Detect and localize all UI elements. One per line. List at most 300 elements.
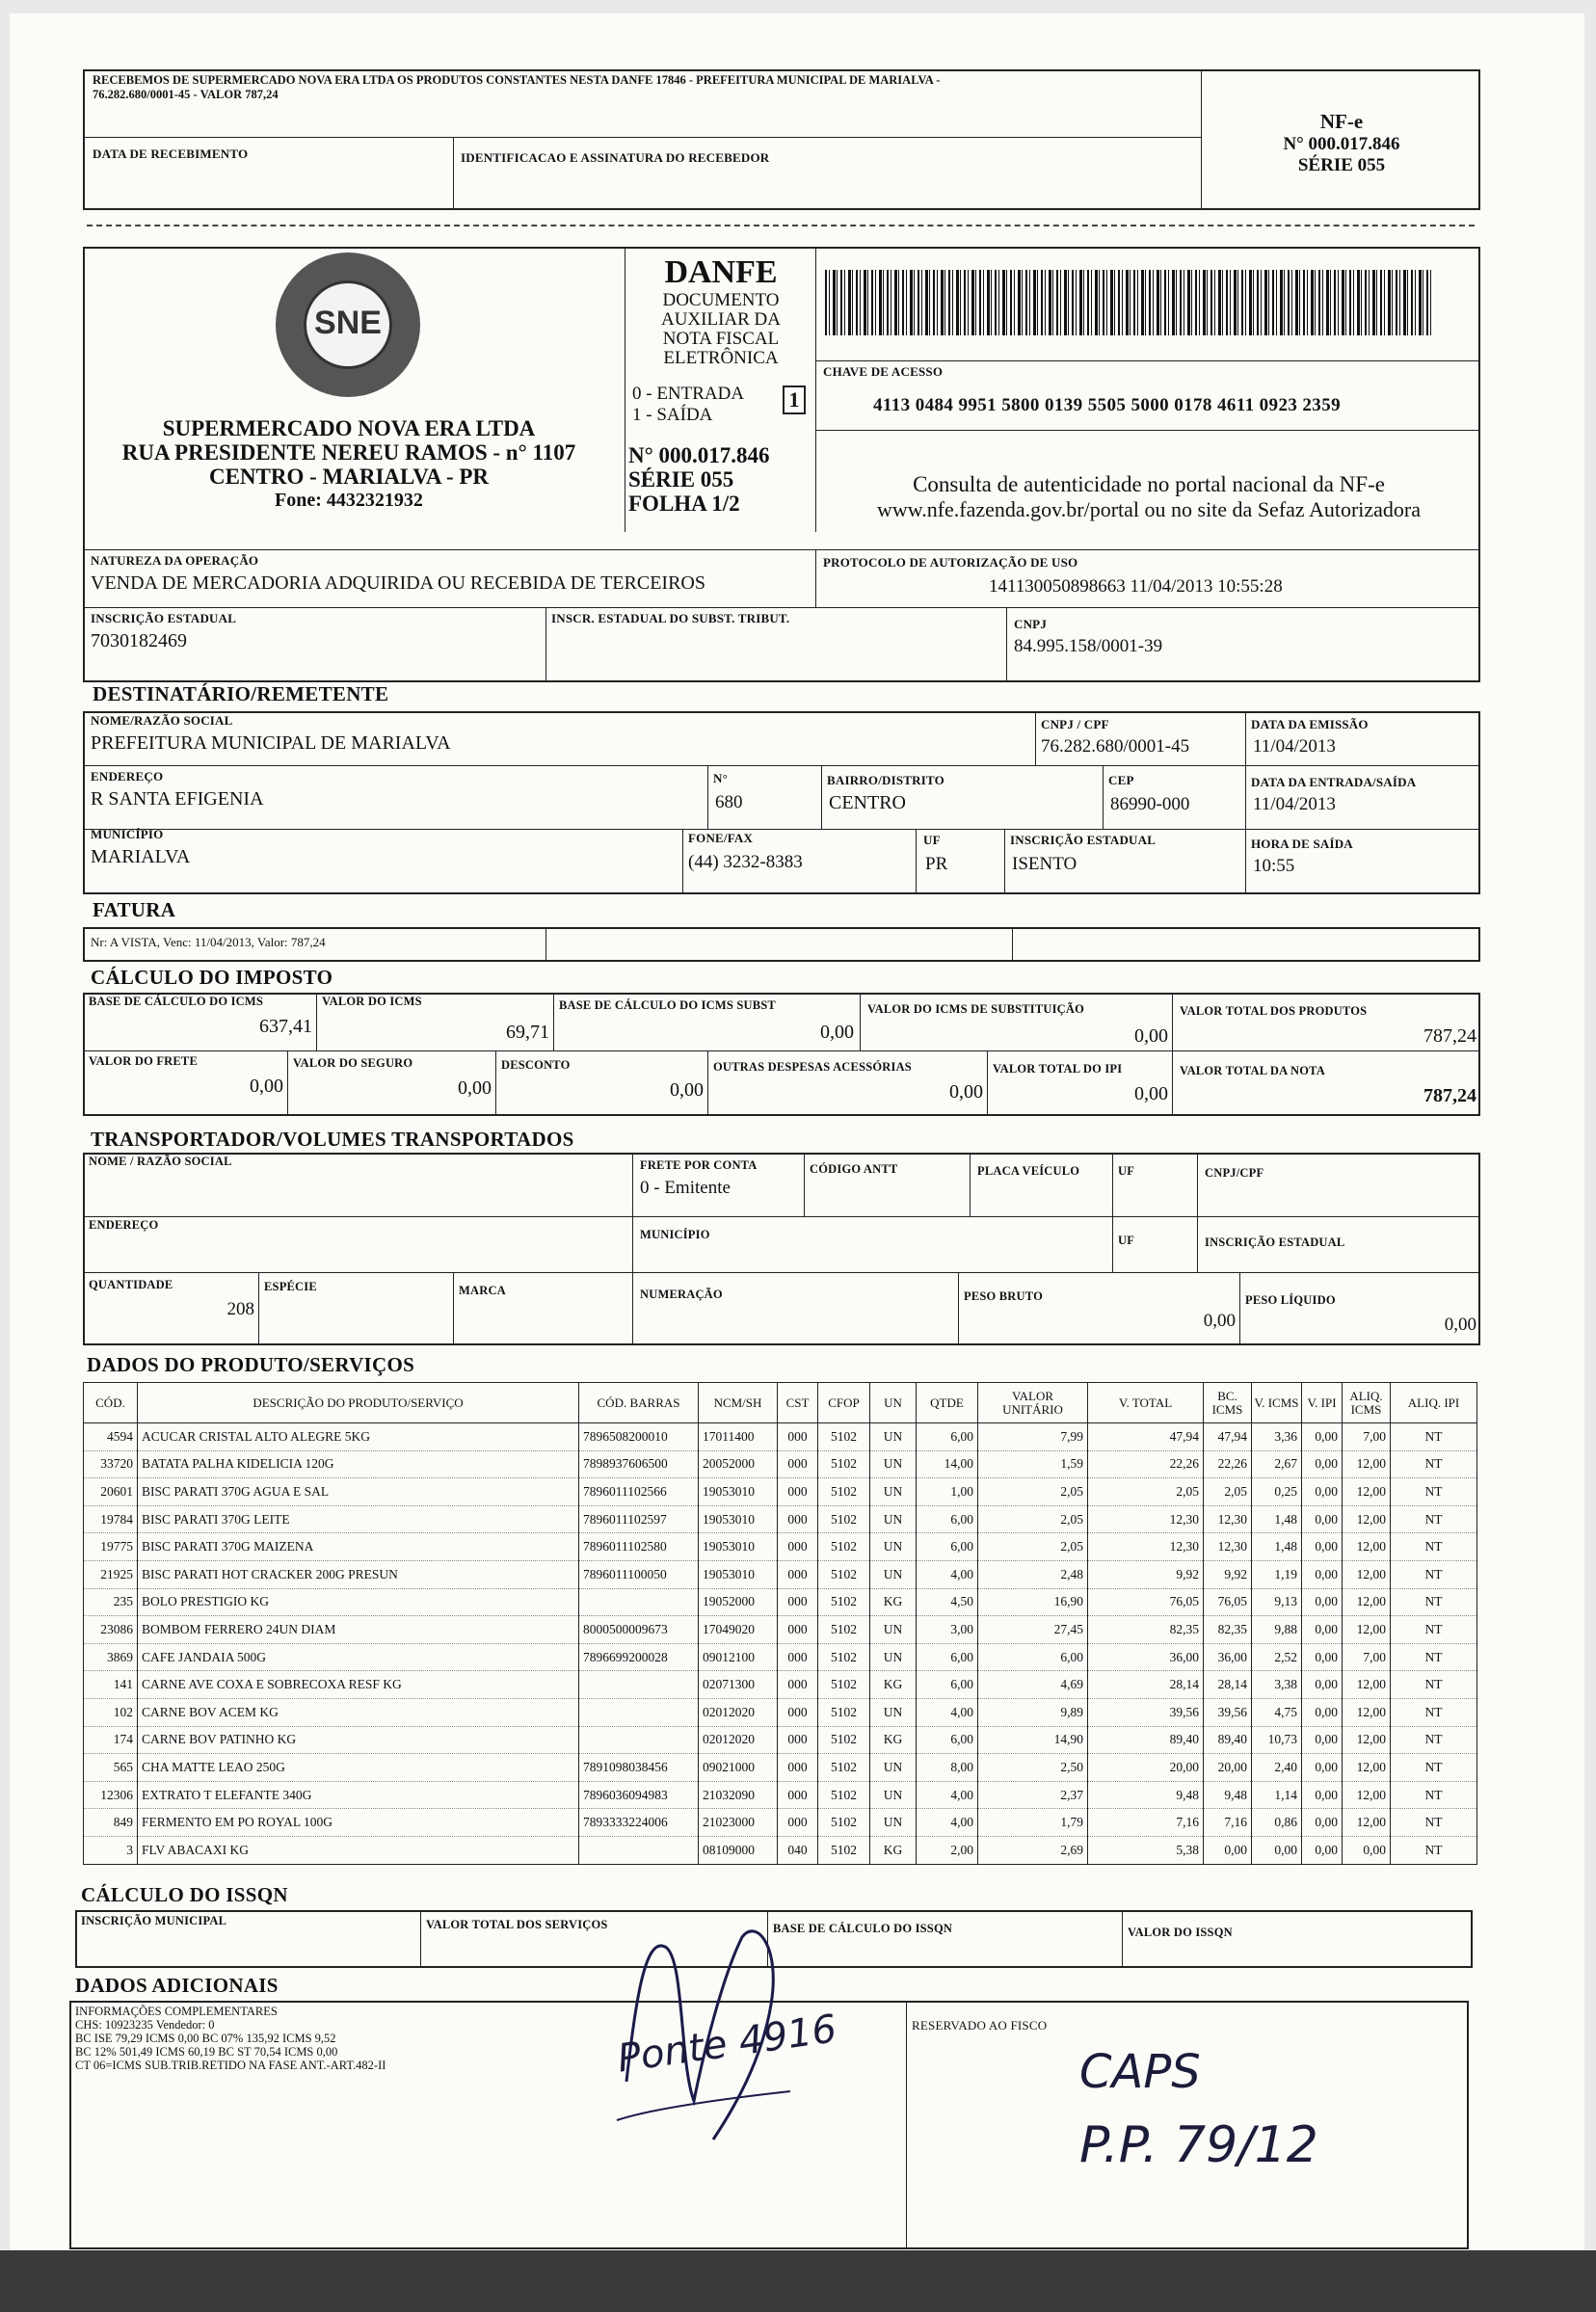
issqn-bc-label: BASE DE CÁLCULO DO ISSQN (773, 1922, 953, 1935)
cell-barcode: 7896011102566 (579, 1478, 699, 1506)
emitter-city: CENTRO - MARIALVA - PR (208, 465, 490, 489)
cell-barcode (579, 1836, 699, 1864)
ipi-value: 0,00 (1134, 1083, 1168, 1104)
danfe-title-block (626, 254, 815, 368)
total-products-label: VALOR TOTAL DOS PRODUTOS (1180, 1004, 1368, 1018)
cell-cst: 000 (778, 1809, 818, 1837)
cell-ncm: 19052000 (699, 1588, 778, 1616)
district-value: CENTRO (829, 792, 906, 813)
receipt-divider-v1 (453, 137, 454, 210)
antt-label: CÓDIGO ANTT (810, 1162, 898, 1176)
col-cfop: CFOP (818, 1383, 870, 1423)
cell-v-ipi: 0,00 (1302, 1505, 1343, 1533)
freight-by-label: FRETE POR CONTA (640, 1158, 758, 1172)
cell-v-icms: 3,36 (1252, 1423, 1302, 1451)
cell-aliq-icms: 7,00 (1343, 1423, 1391, 1451)
cell-unit: UN (870, 1533, 917, 1561)
table-row (84, 1505, 1477, 1533)
cell-cfop: 5102 (818, 1588, 870, 1616)
exit-time-label: HORA DE SAÍDA (1251, 837, 1353, 851)
table-row (84, 1836, 1477, 1864)
cell-total: 76,05 (1088, 1588, 1204, 1616)
consult-line-1: Consulta de autenticidade no portal nacional da NF-e (913, 472, 1385, 496)
cell-v-ipi: 0,00 (1302, 1754, 1343, 1782)
ie-label: INSCRIÇÃO ESTADUAL (91, 611, 237, 625)
cell-v-ipi: 0,00 (1302, 1423, 1343, 1451)
cell-v-icms: 10,73 (1252, 1726, 1302, 1754)
danfe-title: DANFE (664, 254, 778, 290)
cell-v-ipi: 0,00 (1302, 1616, 1343, 1644)
cell-aliq-icms: 7,00 (1343, 1643, 1391, 1671)
cell-code: 235 (84, 1588, 138, 1616)
services-total-label: VALOR TOTAL DOS SERVIÇOS (426, 1918, 608, 1931)
cell-description: CAFE JANDAIA 500G (138, 1643, 579, 1671)
issqn-section-title: CÁLCULO DO ISSQN (81, 1883, 288, 1906)
cell-unit: UN (870, 1809, 917, 1837)
cell-cfop: 5102 (818, 1809, 870, 1837)
emission-date-label: DATA DA EMISSÃO (1251, 717, 1369, 731)
cell-code: 4594 (84, 1423, 138, 1451)
transport-vline-i (1239, 1272, 1240, 1345)
col-ncm: NCM/SH (699, 1383, 778, 1423)
table-row (84, 1533, 1477, 1561)
cell-barcode (579, 1671, 699, 1699)
cell-barcode: 7896699200028 (579, 1643, 699, 1671)
cell-aliq-ipi: NT (1391, 1809, 1477, 1837)
danfe-sub-1: DOCUMENTO (662, 290, 780, 310)
cell-bc-icms: 39,56 (1204, 1698, 1252, 1726)
table-row (84, 1643, 1477, 1671)
cell-unit-value: 7,99 (978, 1423, 1088, 1451)
transport-vline-g (453, 1272, 454, 1345)
cell-unit: UN (870, 1505, 917, 1533)
carrier-uf-label: UF (1118, 1164, 1135, 1178)
col-bc-icms: BC. ICMS (1204, 1383, 1252, 1423)
cell-aliq-ipi: NT (1391, 1450, 1477, 1478)
additional-vline (906, 2001, 907, 2249)
cell-cfop: 5102 (818, 1423, 870, 1451)
qty-label: QUANTIDADE (89, 1278, 173, 1291)
recipient-name-label: NOME/RAZÃO SOCIAL (91, 713, 233, 728)
cell-barcode: 7896011102580 (579, 1533, 699, 1561)
additional-info-label: INFORMAÇÕES COMPLEMENTARES (75, 2005, 278, 2018)
cell-unit-value: 16,90 (978, 1588, 1088, 1616)
access-divider-h2 (815, 430, 1480, 431)
cell-aliq-ipi: NT (1391, 1836, 1477, 1864)
cell-description: CARNE BOV PATINHO KG (138, 1726, 579, 1754)
issqn-vline-1 (420, 1910, 421, 1968)
cell-bc-icms: 9,48 (1204, 1781, 1252, 1809)
handwritten-annotation-1: CAPS (1079, 2045, 1201, 2099)
cell-description: FERMENTO EM PO ROYAL 100G (138, 1809, 579, 1837)
protocol-value: 141130050898663 11/04/2013 10:55:28 (989, 576, 1283, 597)
cell-bc-icms: 12,30 (1204, 1505, 1252, 1533)
cell-code: 33720 (84, 1450, 138, 1478)
invoice-text: Nr: A VISTA, Venc: 11/04/2013, Valor: 787,24 (91, 935, 326, 949)
cell-v-icms: 1,48 (1252, 1505, 1302, 1533)
cell-ncm: 20052000 (699, 1450, 778, 1478)
cell-unit: UN (870, 1450, 917, 1478)
cell-v-icms: 2,67 (1252, 1450, 1302, 1478)
ie-value: 7030182469 (91, 630, 187, 651)
table-row (84, 1560, 1477, 1588)
cell-v-ipi: 0,00 (1302, 1560, 1343, 1588)
cell-aliq-icms: 12,00 (1343, 1588, 1391, 1616)
cell-cfop: 5102 (818, 1754, 870, 1782)
cell-description: FLV ABACAXI KG (138, 1836, 579, 1864)
cell-unit: KG (870, 1836, 917, 1864)
cell-unit: KG (870, 1588, 917, 1616)
cell-barcode: 7896036094983 (579, 1781, 699, 1809)
invoice-section-title: FATURA (93, 898, 176, 921)
nature-label: NATUREZA DA OPERAÇÃO (91, 553, 259, 568)
cell-qty: 2,00 (917, 1836, 978, 1864)
receipt-divider-h (83, 137, 1201, 138)
col-unit-value: VALOR UNITÁRIO (978, 1383, 1088, 1423)
cell-unit: KG (870, 1671, 917, 1699)
address-value: R SANTA EFIGENIA (91, 788, 264, 810)
cell-unit: UN (870, 1616, 917, 1644)
address-number-label: N° (713, 771, 728, 785)
qty-value: 208 (226, 1299, 254, 1319)
nature-divider-v (815, 549, 816, 607)
cell-bc-icms: 9,92 (1204, 1560, 1252, 1588)
cell-ncm: 19053010 (699, 1560, 778, 1588)
emitter-address: RUA PRESIDENTE NEREU RAMOS - n° 1107 (121, 440, 576, 465)
cell-v-icms: 1,14 (1252, 1781, 1302, 1809)
emission-date-value: 11/04/2013 (1253, 736, 1336, 757)
cell-v-ipi: 0,00 (1302, 1533, 1343, 1561)
cell-v-ipi: 0,00 (1302, 1781, 1343, 1809)
col-v-icms: V. ICMS (1252, 1383, 1302, 1423)
cell-qty: 1,00 (917, 1478, 978, 1506)
cell-barcode: 7891098038456 (579, 1754, 699, 1782)
receipt-text (93, 73, 1201, 102)
danfe-entrada: 0 - ENTRADA (632, 384, 745, 404)
handwritten-signature: Ponte 4916 (614, 2006, 839, 2082)
cell-unit-value: 2,05 (978, 1505, 1088, 1533)
cell-ncm: 21032090 (699, 1781, 778, 1809)
cell-code: 3869 (84, 1643, 138, 1671)
cell-bc-icms: 28,14 (1204, 1671, 1252, 1699)
other-expenses-label: OUTRAS DESPESAS ACESSÓRIAS (713, 1060, 912, 1074)
table-row (84, 1450, 1477, 1478)
icms-st-value: 0,00 (1134, 1025, 1168, 1047)
receipt-text-line1: RECEBEMOS DE SUPERMERCADO NOVA ERA LTDA OS PRODUTOS CONSTANTES NESTA DANFE 17846 - PREFEITURA MUNICIPAL DE MARIALVA - (93, 73, 941, 87)
cell-ncm: 17049020 (699, 1616, 778, 1644)
cell-barcode (579, 1726, 699, 1754)
cell-code: 12306 (84, 1781, 138, 1809)
cell-v-ipi: 0,00 (1302, 1698, 1343, 1726)
cell-aliq-ipi: NT (1391, 1671, 1477, 1699)
cell-cst: 000 (778, 1671, 818, 1699)
cell-aliq-ipi: NT (1391, 1754, 1477, 1782)
net-weight-label: PESO LÍQUIDO (1245, 1293, 1336, 1307)
cell-cst: 000 (778, 1450, 818, 1478)
cell-v-icms: 0,86 (1252, 1809, 1302, 1837)
table-row (84, 1698, 1477, 1726)
header-divider-v2 (815, 247, 816, 532)
cell-qty: 6,00 (917, 1423, 978, 1451)
cell-aliq-ipi: NT (1391, 1643, 1477, 1671)
cell-unit: UN (870, 1423, 917, 1451)
cell-ncm: 19053010 (699, 1478, 778, 1506)
cell-ncm: 21023000 (699, 1809, 778, 1837)
cell-aliq-icms: 12,00 (1343, 1698, 1391, 1726)
additional-line-3: BC 12% 501,49 ICMS 60,19 BC ST 70,54 ICMS 0,00 (75, 2045, 338, 2059)
receipt-nfe-series: SÉRIE 055 (1297, 155, 1386, 175)
cell-unit: UN (870, 1643, 917, 1671)
cell-qty: 4,00 (917, 1560, 978, 1588)
access-key-value: 4113 0484 9951 5800 0139 5505 5000 0178 4611 0923 2359 (873, 395, 1342, 415)
cell-qty: 6,00 (917, 1671, 978, 1699)
cell-aliq-icms: 12,00 (1343, 1671, 1391, 1699)
danfe-saida: 1 - SAÍDA (632, 405, 713, 425)
cell-ncm: 19053010 (699, 1505, 778, 1533)
city-value: MARIALVA (91, 846, 191, 867)
transport-vline-c (970, 1153, 971, 1216)
cell-ncm: 02012020 (699, 1726, 778, 1754)
col-qty: QTDE (917, 1383, 978, 1423)
table-row (84, 1616, 1477, 1644)
freight-value: 0,00 (250, 1076, 283, 1097)
cell-v-ipi: 0,00 (1302, 1478, 1343, 1506)
recipient-vline-b (1245, 711, 1246, 894)
cell-cst: 000 (778, 1588, 818, 1616)
emitter-logo (276, 252, 420, 397)
cell-cst: 000 (778, 1698, 818, 1726)
cell-cfop: 5102 (818, 1533, 870, 1561)
cell-aliq-ipi: NT (1391, 1698, 1477, 1726)
icms-st-label: VALOR DO ICMS DE SUBSTITUIÇÃO (867, 1002, 1085, 1016)
products-header-row (84, 1383, 1477, 1423)
cell-unit-value: 4,69 (978, 1671, 1088, 1699)
table-row (84, 1588, 1477, 1616)
cell-unit-value: 1,79 (978, 1809, 1088, 1837)
cell-description: BATATA PALHA KIDELICIA 120G (138, 1450, 579, 1478)
cell-total: 5,38 (1088, 1836, 1204, 1864)
cell-bc-icms: 7,16 (1204, 1809, 1252, 1837)
cell-cst: 000 (778, 1781, 818, 1809)
transport-hline-2 (83, 1272, 1480, 1273)
cell-description: CARNE AVE COXA E SOBRECOXA RESF KG (138, 1671, 579, 1699)
cell-total: 9,92 (1088, 1560, 1204, 1588)
cell-v-icms: 3,38 (1252, 1671, 1302, 1699)
cell-v-ipi: 0,00 (1302, 1809, 1343, 1837)
carrier-city-label: MUNICÍPIO (640, 1228, 710, 1241)
cell-code: 849 (84, 1809, 138, 1837)
cell-code: 21925 (84, 1560, 138, 1588)
carrier-address-label: ENDEREÇO (89, 1218, 159, 1232)
cell-aliq-icms: 12,00 (1343, 1450, 1391, 1478)
cell-qty: 14,00 (917, 1450, 978, 1478)
cell-v-icms: 1,48 (1252, 1533, 1302, 1561)
danfe-page: FOLHA 1/2 (628, 492, 740, 516)
cell-ncm: 19053010 (699, 1533, 778, 1561)
recipient-vline-a (1035, 711, 1036, 765)
issqn-vline-3 (1122, 1910, 1123, 1968)
cep-value: 86990-000 (1110, 794, 1190, 814)
cep-label: CEP (1108, 773, 1134, 787)
transport-vline-d (1112, 1153, 1113, 1272)
cell-cfop: 5102 (818, 1560, 870, 1588)
nature-value: VENDA DE MERCADORIA ADQUIRIDA OU RECEBIDA DE TERCEIROS (91, 572, 705, 594)
tax-vline-8 (987, 1050, 988, 1116)
protocol-label: PROTOCOLO DE AUTORIZAÇÃO DE USO (823, 555, 1078, 570)
access-divider-h1 (815, 360, 1480, 361)
cell-aliq-icms: 12,00 (1343, 1781, 1391, 1809)
cell-unit-value: 2,05 (978, 1533, 1088, 1561)
cell-barcode: 7898937606500 (579, 1450, 699, 1478)
handwritten-annotation-2: P.P. 79/12 (1079, 2116, 1318, 2174)
receipt-divider-v2 (1201, 69, 1202, 210)
ipi-label: VALOR TOTAL DO IPI (993, 1062, 1123, 1076)
cell-code: 19775 (84, 1533, 138, 1561)
cell-unit-value: 14,90 (978, 1726, 1088, 1754)
receipt-nfe-number: N° 000.017.846 (1283, 134, 1400, 154)
tax-vline-6 (495, 1050, 496, 1116)
transport-vline-e (1197, 1153, 1198, 1272)
cell-unit-value: 2,37 (978, 1781, 1088, 1809)
danfe-type-code: 1 (783, 385, 806, 414)
cell-cfop: 5102 (818, 1698, 870, 1726)
cell-code: 23086 (84, 1616, 138, 1644)
cell-code: 565 (84, 1754, 138, 1782)
uf-value: PR (925, 854, 948, 874)
transport-vline-a (632, 1153, 633, 1345)
scanner-edge (0, 2250, 1596, 2312)
cell-bc-icms: 36,00 (1204, 1643, 1252, 1671)
additional-line-4: CT 06=ICMS SUB.TRIB.RETIDO NA FASE ANT.-ART.482-II (75, 2059, 386, 2072)
address-label: ENDEREÇO (91, 769, 164, 784)
discount-label: DESCONTO (501, 1058, 571, 1072)
cell-barcode (579, 1698, 699, 1726)
cell-v-icms: 1,19 (1252, 1560, 1302, 1588)
nature-divider-top (83, 549, 1480, 550)
col-v-ipi: V. IPI (1302, 1383, 1343, 1423)
cell-total: 7,16 (1088, 1809, 1204, 1837)
district-label: BAIRRO/DISTRITO (827, 773, 944, 787)
cell-barcode: 7896011102597 (579, 1505, 699, 1533)
cell-aliq-ipi: NT (1391, 1478, 1477, 1506)
cell-cfop: 5102 (818, 1836, 870, 1864)
danfe-number: N° 000.017.846 (628, 443, 770, 467)
cell-barcode: 7896508200010 (579, 1423, 699, 1451)
cell-cst: 000 (778, 1643, 818, 1671)
cell-description: BISC PARATI 370G MAIZENA (138, 1533, 579, 1561)
recipient-ie-value: ISENTO (1012, 854, 1077, 874)
cell-cst: 000 (778, 1423, 818, 1451)
cell-v-icms: 0,00 (1252, 1836, 1302, 1864)
cell-description: ACUCAR CRISTAL ALTO ALEGRE 5KG (138, 1423, 579, 1451)
transport-hline-1 (83, 1216, 1480, 1217)
table-row (84, 1726, 1477, 1754)
cell-bc-icms: 20,00 (1204, 1754, 1252, 1782)
danfe-sub-2: AUXILIAR DA (660, 309, 781, 330)
entry-date-value: 11/04/2013 (1253, 794, 1336, 814)
total-note-value: 787,24 (1423, 1085, 1476, 1106)
additional-line-2: BC ISE 79,29 ICMS 0,00 BC 07% 135,92 ICMS 9,52 (75, 2032, 336, 2045)
cell-unit-value: 1,59 (978, 1450, 1088, 1478)
cell-cfop: 5102 (818, 1726, 870, 1754)
freight-label: VALOR DO FRETE (89, 1054, 199, 1068)
cell-bc-icms: 76,05 (1204, 1588, 1252, 1616)
cell-total: 82,35 (1088, 1616, 1204, 1644)
cell-cst: 040 (778, 1836, 818, 1864)
tax-vline-5 (287, 1050, 288, 1116)
cell-cst: 000 (778, 1533, 818, 1561)
cell-description: EXTRATO T ELEFANTE 340G (138, 1781, 579, 1809)
recipient-ie-label: INSCRIÇÃO ESTADUAL (1010, 833, 1157, 847)
access-key-barcode (825, 270, 1434, 335)
cell-bc-icms: 22,26 (1204, 1450, 1252, 1478)
col-barcode: CÓD. BARRAS (579, 1383, 699, 1423)
cell-unit: UN (870, 1698, 917, 1726)
total-products-value: 787,24 (1423, 1025, 1476, 1047)
icms-value: 69,71 (506, 1022, 549, 1043)
cell-aliq-icms: 0,00 (1343, 1836, 1391, 1864)
insurance-label: VALOR DO SEGURO (293, 1056, 413, 1070)
cell-unit-value: 27,45 (978, 1616, 1088, 1644)
col-aliq-ipi: ALIQ. IPI (1391, 1383, 1477, 1423)
products-body (84, 1423, 1477, 1865)
cell-ncm: 17011400 (699, 1423, 778, 1451)
cell-unit-value: 2,50 (978, 1754, 1088, 1782)
cell-aliq-ipi: NT (1391, 1726, 1477, 1754)
bc-icms-value: 637,41 (259, 1016, 312, 1037)
cell-ncm: 02012020 (699, 1698, 778, 1726)
table-row (84, 1478, 1477, 1506)
gross-weight-label: PESO BRUTO (964, 1289, 1043, 1303)
cell-aliq-icms: 12,00 (1343, 1616, 1391, 1644)
cell-qty: 6,00 (917, 1533, 978, 1561)
logo-monogram: SNE (314, 305, 382, 341)
emitter-cnpj-value: 84.995.158/0001-39 (1014, 636, 1163, 656)
net-weight-value: 0,00 (1444, 1315, 1476, 1335)
cell-aliq-ipi: NT (1391, 1588, 1477, 1616)
phone-value: (44) 3232-8383 (688, 852, 803, 872)
recipient-hline-1 (83, 765, 1480, 766)
table-row (84, 1754, 1477, 1782)
bc-st-value: 0,00 (820, 1022, 854, 1043)
cell-ncm: 09021000 (699, 1754, 778, 1782)
cell-aliq-icms: 12,00 (1343, 1478, 1391, 1506)
danfe-series: SÉRIE 055 (628, 467, 734, 492)
cell-aliq-icms: 12,00 (1343, 1533, 1391, 1561)
emitter-info (89, 416, 609, 513)
receipt-text-line2: 76.282.680/0001-45 - VALOR 787,24 (93, 88, 279, 101)
tax-vline-7 (707, 1050, 708, 1116)
tax-vline-1 (316, 993, 317, 1050)
cell-description: BISC PARATI 370G LEITE (138, 1505, 579, 1533)
cell-barcode (579, 1588, 699, 1616)
cell-aliq-ipi: NT (1391, 1781, 1477, 1809)
cell-qty: 8,00 (917, 1754, 978, 1782)
cell-v-ipi: 0,00 (1302, 1836, 1343, 1864)
cell-v-icms: 9,13 (1252, 1588, 1302, 1616)
additional-section-title: DADOS ADICIONAIS (75, 1974, 279, 1997)
numbering-label: NUMERAÇÃO (640, 1288, 723, 1301)
cell-unit: KG (870, 1726, 917, 1754)
receipt-nfe-block (1205, 110, 1478, 176)
col-description: DESCRIÇÃO DO PRODUTO/SERVIÇO (138, 1383, 579, 1423)
ie-divider-v1 (545, 607, 546, 682)
tax-vline-2 (553, 993, 554, 1050)
cell-description: BOLO PRESTIGIO KG (138, 1588, 579, 1616)
cell-v-icms: 2,40 (1252, 1754, 1302, 1782)
cell-total: 28,14 (1088, 1671, 1204, 1699)
cell-bc-icms: 2,05 (1204, 1478, 1252, 1506)
